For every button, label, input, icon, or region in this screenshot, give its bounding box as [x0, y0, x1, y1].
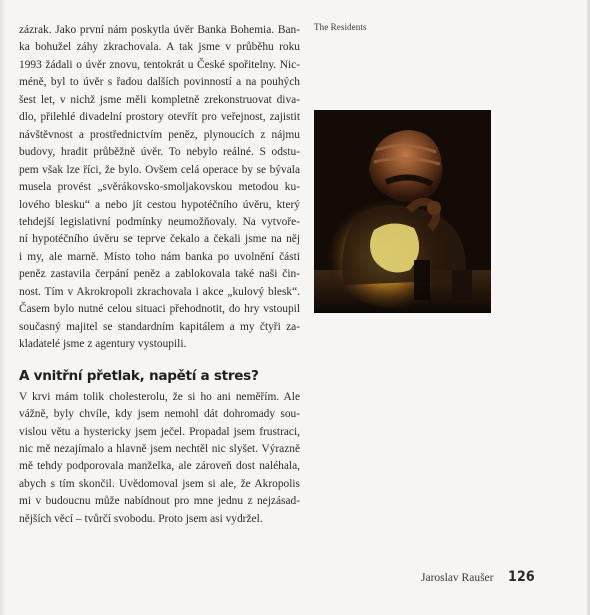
- paragraph-2-line: V krvi mám tolik cholesterolu, že si ho ani neměřím. Ale: [19, 390, 300, 403]
- paragraph-1-line: nost. Tím v Akrokropoli zkrachovala i akce „kulový blesk“.: [19, 285, 300, 298]
- paragraph-1-line: kladatelé jsme z agentury vystoupili.: [19, 338, 187, 351]
- paragraph-2: [19, 389, 300, 529]
- paragraph-2-line: mi v budoucnu může nabídnout pro mne jednu z nejzásad-: [19, 495, 300, 508]
- paragraph-1-line: musela provést „svěrákovsko-smoljakovskou metodou ku-: [19, 181, 300, 194]
- performer-photo-image: [314, 110, 491, 313]
- paragraph-2-line: mě tehdy podporovala manželka, ale zároveň dost naléhala,: [19, 460, 300, 473]
- paragraph-1-line: méně, byl to úvěr s řadou dalších povinností a na pouhých: [19, 76, 300, 89]
- paragraph-1-line: 1993 žádali o úvěr znovu, tentokrát u České spořitelny. Nic-: [19, 58, 300, 71]
- paragraph-2-line: nějších věcí – tvůrčí svobodu. Proto jsem asi vydržel.: [19, 512, 263, 525]
- paragraph-1-line: dlo, přilehlé divadelní prostory otevřít pro veřejnost, zajistit: [19, 111, 300, 124]
- paragraph-1-line: i my, ale marně. Místo toho nám banka po uvolnění části: [19, 250, 300, 263]
- paragraph-2-line: abych s tím skončil. Uvědomoval jsem si ale, že Akropolis: [19, 477, 300, 490]
- paragraph-1-line: pem však lze říci, že bylo. Ovšem celá operace by se bývala: [19, 163, 300, 176]
- page-gutter: [0, 0, 6, 615]
- paragraph-1-line: tehdejší legislativní podmínky neumožňovaly. Na vytvoře-: [19, 215, 300, 228]
- performer-photo: [314, 110, 491, 313]
- paragraph-1-line: zázrak. Jako první nám poskytla úvěr Banka Bohemia. Ban-: [19, 24, 300, 36]
- paragraph-1-line: ka bohužel záhy zkrachovala. A tak jsme v průběhu roku: [19, 41, 300, 54]
- text-column: [19, 22, 300, 528]
- paragraph-1-line: ní hypotéčního úvěru se teprve čekalo a čekali jsme na něj: [19, 233, 300, 246]
- paragraph-2-line: vislou větu a hystericky jsem ječel. Propadal jsem frustraci,: [19, 425, 300, 438]
- paragraph-1-line: peněz zastavila čerpání peněz a zablokovala také naši čin-: [19, 268, 300, 281]
- paragraph-2-line: nic mě nezajímalo a hlavně jsem nechtěl nic slyšet. Výrazně: [19, 442, 300, 455]
- paragraph-1-line: budovy, hradit průběžně úvěr. To nebylo reálné. S odstu-: [19, 146, 300, 159]
- section-heading: A vnitřní přetlak, napětí a stres?: [19, 367, 259, 384]
- footer-author: Jaroslav Raušer: [421, 572, 494, 584]
- paragraph-1-line: lového blesku“ a nebo jít cestou hypotéčního úvěru, který: [19, 198, 300, 211]
- paragraph-1-line: Časem bylo nutné celou situaci přehodnotit, do hry vstoupil: [19, 303, 300, 316]
- paragraph-1-line: šest let, v nichž jsme měli kompletně zrekonstruovat diva-: [19, 93, 300, 106]
- paragraph-2-line: vážně, byly chvíle, kdy jsem nemohl dát dohromady sou-: [19, 408, 300, 421]
- page-number: 126: [508, 569, 535, 585]
- photo-caption: The Residents: [314, 22, 367, 32]
- paragraph-1-line: současný majitel se standardním kapitálem a my čtyři za-: [19, 320, 300, 333]
- paragraph-1-line: návštěvnost a prostřednictvím peněz, plynoucích z nájmu: [19, 128, 300, 141]
- paragraph-1: [19, 22, 300, 354]
